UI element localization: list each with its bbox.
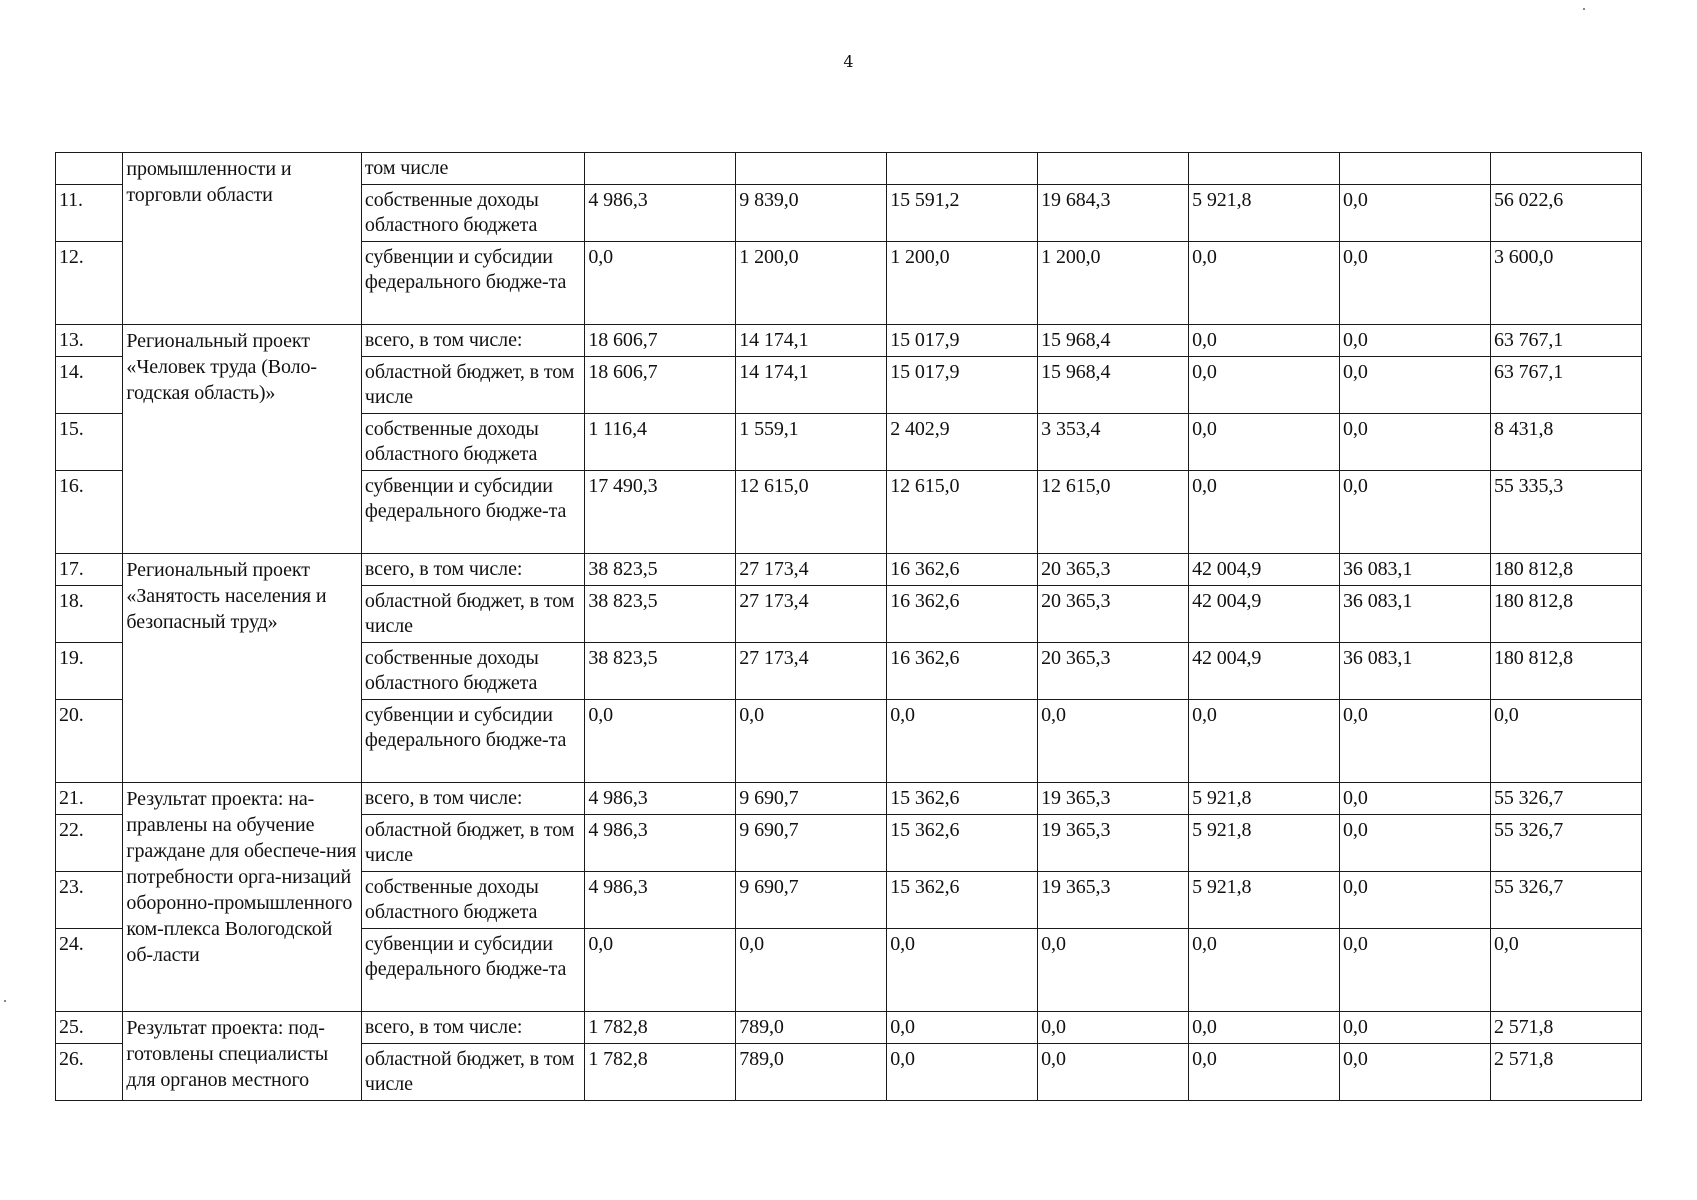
year-value-cell: 789,0 [736,1044,887,1101]
year-value-cell: 0,0 [1038,1012,1189,1044]
total-value-cell: 63 767,1 [1490,357,1641,414]
year-value-cell: 0,0 [1340,471,1491,554]
year-value-cell: 38 823,5 [585,643,736,700]
year-value-cell: 0,0 [585,700,736,783]
year-value-cell: 18 606,7 [585,357,736,414]
scan-speck [1583,8,1585,10]
table-row [56,554,1642,586]
total-value-cell: 3 600,0 [1490,242,1641,325]
total-value-cell: 180 812,8 [1490,643,1641,700]
row-number-cell: 12. [56,242,123,325]
row-number-cell: 11. [56,185,123,242]
funding-source-cell: субвенции и субсидии федерального бюдже-та [361,929,584,1012]
project-description-cell: промышленности и торговли области [123,153,362,325]
year-value-cell [585,153,736,185]
row-number-cell: 20. [56,700,123,783]
year-value-cell: 27 173,4 [736,643,887,700]
year-value-cell: 38 823,5 [585,586,736,643]
year-value-cell: 4 986,3 [585,872,736,929]
funding-source-cell: субвенции и субсидии федерального бюдже-та [361,242,584,325]
year-value-cell: 12 615,0 [736,471,887,554]
year-value-cell: 0,0 [1340,185,1491,242]
total-value-cell: 180 812,8 [1490,554,1641,586]
funding-source-cell: областной бюджет, в том числе [361,357,584,414]
year-value-cell: 15 591,2 [887,185,1038,242]
total-value-cell: 180 812,8 [1490,586,1641,643]
year-value-cell: 0,0 [1340,929,1491,1012]
project-description-cell: Результат проекта: на-правлены на обучение граждане для обеспече-ния потребности орга-низаций оборонно-промышленного ком-плекса Вологодской об-ласти [123,783,362,1012]
funding-source-cell: всего, в том числе: [361,783,584,815]
year-value-cell: 2 402,9 [887,414,1038,471]
year-value-cell: 0,0 [585,929,736,1012]
year-value-cell: 0,0 [1189,471,1340,554]
year-value-cell: 36 083,1 [1340,586,1491,643]
year-value-cell: 9 690,7 [736,783,887,815]
table-body [56,153,1642,1101]
table-row [56,783,1642,815]
year-value-cell: 5 921,8 [1189,815,1340,872]
year-value-cell: 15 017,9 [887,357,1038,414]
funding-source-cell: субвенции и субсидии федерального бюдже-та [361,471,584,554]
year-value-cell: 0,0 [1340,783,1491,815]
year-value-cell: 0,0 [736,700,887,783]
row-number-cell: 21. [56,783,123,815]
row-number-cell: 24. [56,929,123,1012]
year-value-cell: 0,0 [1038,1044,1189,1101]
year-value-cell: 19 365,3 [1038,783,1189,815]
total-value-cell: 55 335,3 [1490,471,1641,554]
year-value-cell: 0,0 [887,1044,1038,1101]
year-value-cell: 0,0 [1189,414,1340,471]
project-description-cell: Региональный проект «Занятость населения и безопасный труд» [123,554,362,783]
year-value-cell: 5 921,8 [1189,872,1340,929]
year-value-cell [887,153,1038,185]
funding-source-cell: областной бюджет, в том числе [361,1044,584,1101]
year-value-cell: 0,0 [1340,815,1491,872]
row-number-cell [56,153,123,185]
year-value-cell: 5 921,8 [1189,185,1340,242]
year-value-cell [1189,153,1340,185]
row-number-cell: 18. [56,586,123,643]
row-number-cell: 13. [56,325,123,357]
year-value-cell: 4 986,3 [585,783,736,815]
year-value-cell: 0,0 [887,700,1038,783]
year-value-cell: 0,0 [1340,1012,1491,1044]
year-value-cell: 27 173,4 [736,554,887,586]
total-value-cell: 0,0 [1490,929,1641,1012]
total-value-cell: 2 571,8 [1490,1012,1641,1044]
year-value-cell: 0,0 [1189,1044,1340,1101]
year-value-cell: 1 200,0 [1038,242,1189,325]
year-value-cell: 15 362,6 [887,783,1038,815]
year-value-cell: 0,0 [1189,242,1340,325]
year-value-cell: 0,0 [1340,700,1491,783]
budget-table [55,152,1642,1101]
total-value-cell: 0,0 [1490,700,1641,783]
year-value-cell: 0,0 [1340,872,1491,929]
year-value-cell: 1 782,8 [585,1044,736,1101]
year-value-cell: 42 004,9 [1189,643,1340,700]
row-number-cell: 19. [56,643,123,700]
year-value-cell: 27 173,4 [736,586,887,643]
row-number-cell: 22. [56,815,123,872]
year-value-cell: 0,0 [585,242,736,325]
year-value-cell: 0,0 [1189,929,1340,1012]
total-value-cell: 55 326,7 [1490,783,1641,815]
year-value-cell: 42 004,9 [1189,554,1340,586]
year-value-cell: 5 921,8 [1189,783,1340,815]
total-value-cell: 8 431,8 [1490,414,1641,471]
row-number-cell: 26. [56,1044,123,1101]
year-value-cell: 4 986,3 [585,815,736,872]
year-value-cell: 0,0 [1340,242,1491,325]
year-value-cell: 1 116,4 [585,414,736,471]
funding-source-cell: всего, в том числе: [361,325,584,357]
row-number-cell: 23. [56,872,123,929]
year-value-cell: 0,0 [887,1012,1038,1044]
total-value-cell: 55 326,7 [1490,872,1641,929]
table-row [56,153,1642,185]
year-value-cell: 1 200,0 [887,242,1038,325]
year-value-cell: 42 004,9 [1189,586,1340,643]
year-value-cell: 0,0 [1340,357,1491,414]
funding-source-cell: том числе [361,153,584,185]
funding-source-cell: собственные доходы областного бюджета [361,872,584,929]
total-value-cell [1490,153,1641,185]
row-number-cell: 17. [56,554,123,586]
total-value-cell: 55 326,7 [1490,815,1641,872]
year-value-cell: 18 606,7 [585,325,736,357]
year-value-cell: 15 362,6 [887,815,1038,872]
year-value-cell: 0,0 [736,929,887,1012]
year-value-cell: 19 365,3 [1038,815,1189,872]
year-value-cell: 0,0 [1340,414,1491,471]
year-value-cell: 0,0 [1189,357,1340,414]
funding-source-cell: всего, в том числе: [361,1012,584,1044]
year-value-cell: 16 362,6 [887,554,1038,586]
year-value-cell: 36 083,1 [1340,643,1491,700]
year-value-cell [736,153,887,185]
year-value-cell: 0,0 [1189,1012,1340,1044]
funding-source-cell: собственные доходы областного бюджета [361,414,584,471]
funding-source-cell: всего, в том числе: [361,554,584,586]
row-number-cell: 14. [56,357,123,414]
year-value-cell: 1 200,0 [736,242,887,325]
year-value-cell: 3 353,4 [1038,414,1189,471]
year-value-cell: 20 365,3 [1038,586,1189,643]
year-value-cell: 14 174,1 [736,325,887,357]
funding-source-cell: собственные доходы областного бюджета [361,643,584,700]
year-value-cell: 9 690,7 [736,815,887,872]
year-value-cell: 14 174,1 [736,357,887,414]
project-description-cell: Региональный проект «Человек труда (Воло-годская область)» [123,325,362,554]
year-value-cell: 12 615,0 [887,471,1038,554]
year-value-cell: 9 690,7 [736,872,887,929]
scan-speck [4,1000,6,1002]
year-value-cell: 36 083,1 [1340,554,1491,586]
year-value-cell: 789,0 [736,1012,887,1044]
row-number-cell: 25. [56,1012,123,1044]
year-value-cell: 1 782,8 [585,1012,736,1044]
year-value-cell: 4 986,3 [585,185,736,242]
table-row [56,325,1642,357]
funding-source-cell: собственные доходы областного бюджета [361,185,584,242]
total-value-cell: 2 571,8 [1490,1044,1641,1101]
year-value-cell: 0,0 [1340,1044,1491,1101]
year-value-cell: 16 362,6 [887,586,1038,643]
page-number: 4 [843,52,854,71]
year-value-cell: 0,0 [1038,700,1189,783]
year-value-cell: 15 017,9 [887,325,1038,357]
year-value-cell [1340,153,1491,185]
funding-source-cell: областной бюджет, в том числе [361,586,584,643]
year-value-cell: 12 615,0 [1038,471,1189,554]
project-description-cell: Результат проекта: под-готовлены специалисты для органов местного [123,1012,362,1101]
year-value-cell: 0,0 [887,929,1038,1012]
total-value-cell: 63 767,1 [1490,325,1641,357]
year-value-cell: 17 490,3 [585,471,736,554]
funding-source-cell: областной бюджет, в том числе [361,815,584,872]
year-value-cell: 19 684,3 [1038,185,1189,242]
row-number-cell: 16. [56,471,123,554]
row-number-cell: 15. [56,414,123,471]
year-value-cell: 20 365,3 [1038,643,1189,700]
total-value-cell: 56 022,6 [1490,185,1641,242]
year-value-cell: 15 968,4 [1038,325,1189,357]
year-value-cell: 1 559,1 [736,414,887,471]
year-value-cell: 20 365,3 [1038,554,1189,586]
year-value-cell: 0,0 [1038,929,1189,1012]
year-value-cell [1038,153,1189,185]
year-value-cell: 15 968,4 [1038,357,1189,414]
year-value-cell: 15 362,6 [887,872,1038,929]
table-row [56,1012,1642,1044]
year-value-cell: 0,0 [1189,325,1340,357]
year-value-cell: 38 823,5 [585,554,736,586]
year-value-cell: 9 839,0 [736,185,887,242]
funding-source-cell: субвенции и субсидии федерального бюдже-та [361,700,584,783]
year-value-cell: 19 365,3 [1038,872,1189,929]
year-value-cell: 0,0 [1340,325,1491,357]
year-value-cell: 16 362,6 [887,643,1038,700]
year-value-cell: 0,0 [1189,700,1340,783]
